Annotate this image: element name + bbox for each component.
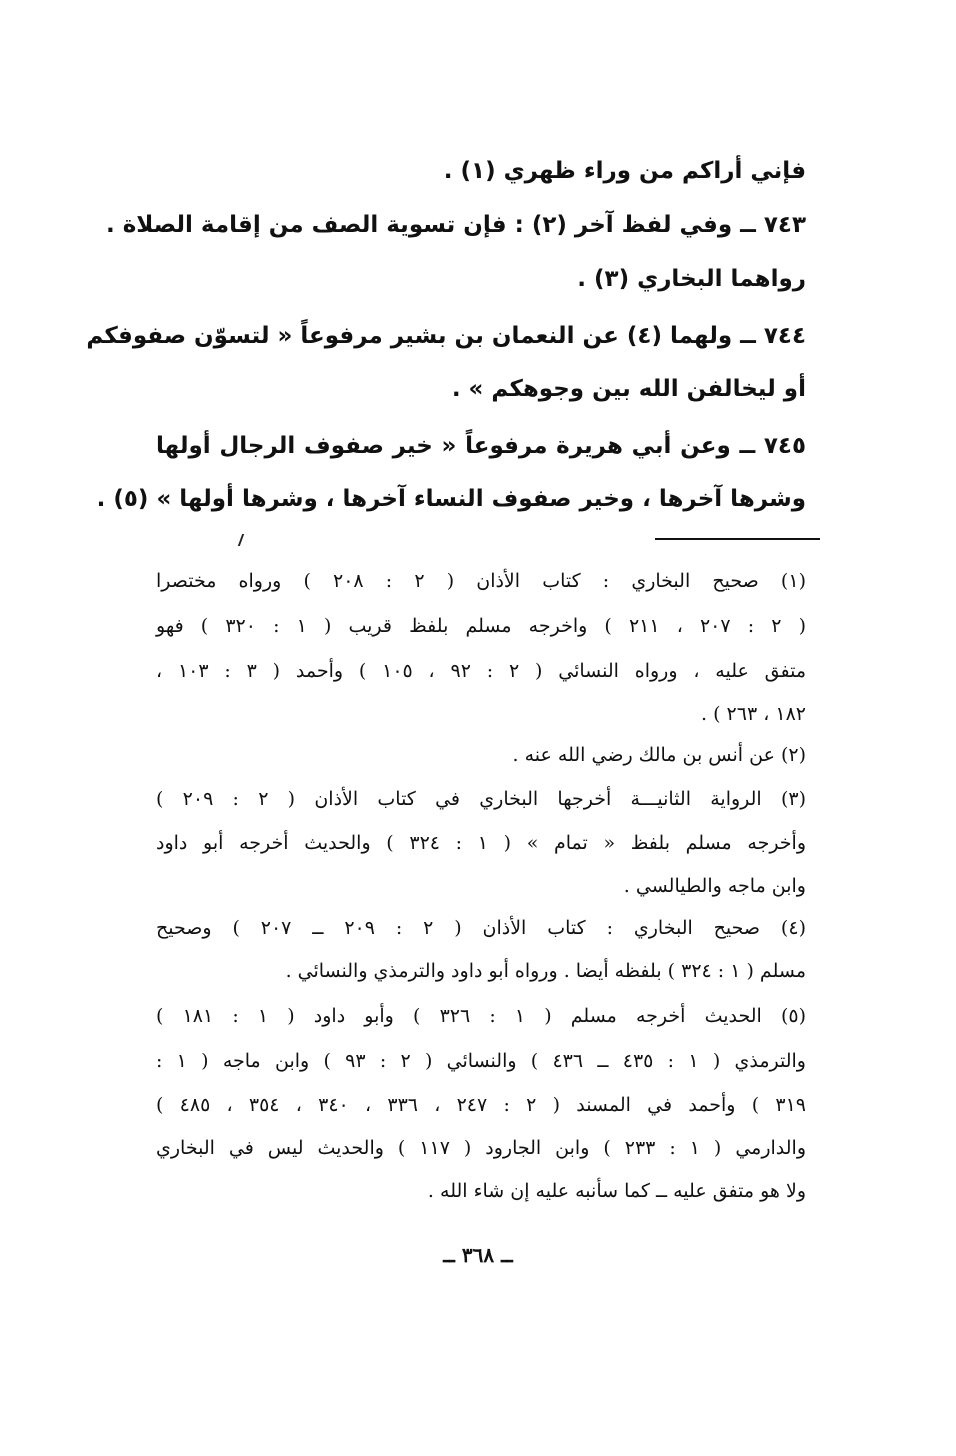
footnote-3-line-1: (٣) الرواية الثانيـــة أخرجها البخاري في كتاب الأذان ( ٢ : ٢٠٩ ) [156,788,807,810]
footnote-5-line-2: والترمذي ( ١ : ٤٣٥ ــ ٤٣٦ ) والنسائي ( ٢ : ٩٣ ) وابن ماجه ( ١ : [156,1050,806,1072]
footnote-5-line-5: ولا هو متفق عليه ــ كما سأنبه عليه إن شاء الله . [427,1180,806,1202]
hadith-745-line-2: وشرها آخرها ، وخير صفوف النساء آخرها ، وشرها أولها » (٥) . [96,486,806,512]
hadith-744-line-1: ٧٤٤ ــ ولهما (٤) عن النعمان بن بشير مرفوعاً « لتسوّن صفوفكم [86,323,806,349]
footnote-4-line-1: (٤) صحيح البخاري : كتاب الأذان ( ٢ : ٢٠٩ ــ ٢٠٧ ) وصحيح [156,917,806,939]
footnote-separator [655,538,820,540]
footnote-3-line-2: وأخرجه مسلم بلفظ « تمام » ( ١ : ٣٢٤ ) والحديث أخرجه أبو داود [156,832,807,854]
footnote-3-line-3: وابن ماجه والطيالسي . [623,875,806,897]
stray-mark [238,534,244,546]
footnote-5-line-4: والدارمي ( ١ : ٢٣٣ ) وابن الجارود ( ١١٧ ) والحديث ليس في البخاري [156,1137,806,1159]
main-line-3: رواهما البخاري (٣) . [577,266,806,292]
footnote-1-line-4: ١٨٢ ، ٢٦٣ ) . [701,703,806,725]
footnote-5-line-3: ٣١٩ ) وأحمد في المسند ( ٢ : ٢٤٧ ، ٣٣٦ ، ٣٤٠ ، ٣٥٤ ، ٤٨٥ ) [156,1094,806,1116]
hadith-745-line-1: ٧٤٥ ــ وعن أبي هريرة مرفوعاً « خير صفوف الرجال أولها [156,433,806,459]
footnote-5-line-1: (٥) الحديث أخرجه مسلم ( ١ : ٣٢٦ ) وأبو داود ( ١ : ١٨١ ) [156,1005,807,1027]
hadith-744-line-2: أو ليخالفن الله بين وجوهكم » . [451,376,806,402]
main-line-1: فإني أراكم من وراء ظهري (١) . [443,158,806,184]
footnote-1-line-1: (١) صحيح البخاري : كتاب الأذان ( ٢ : ٢٠٨ ) ورواه مختصرا [156,570,806,592]
footnote-4-line-2: مسلم ( ١ : ٣٢٤ ) بلفظه أيضا . ورواه أبو داود والترمذي والنسائي . [285,960,806,982]
footnote-2: (٢) عن أنس بن مالك رضي الله عنه . [512,744,806,766]
hadith-743-line: ٧٤٣ ــ وفي لفظ آخر (٢) : فإن تسوية الصف من إقامة الصلاة . [105,212,806,238]
page-number: ــ ٣٦٨ ــ [443,1243,513,1267]
footnote-1-line-2: ( ٢ : ٢٠٧ ، ٢١١ ) واخرجه مسلم بلفظ قريب ( ١ : ٣٢٠ ) فهو [156,615,807,637]
footnote-1-line-3: متفق عليه ، ورواه النسائي ( ٢ : ٩٢ ، ١٠٥ ) وأحمد ( ٣ : ١٠٣ ، [156,660,807,682]
